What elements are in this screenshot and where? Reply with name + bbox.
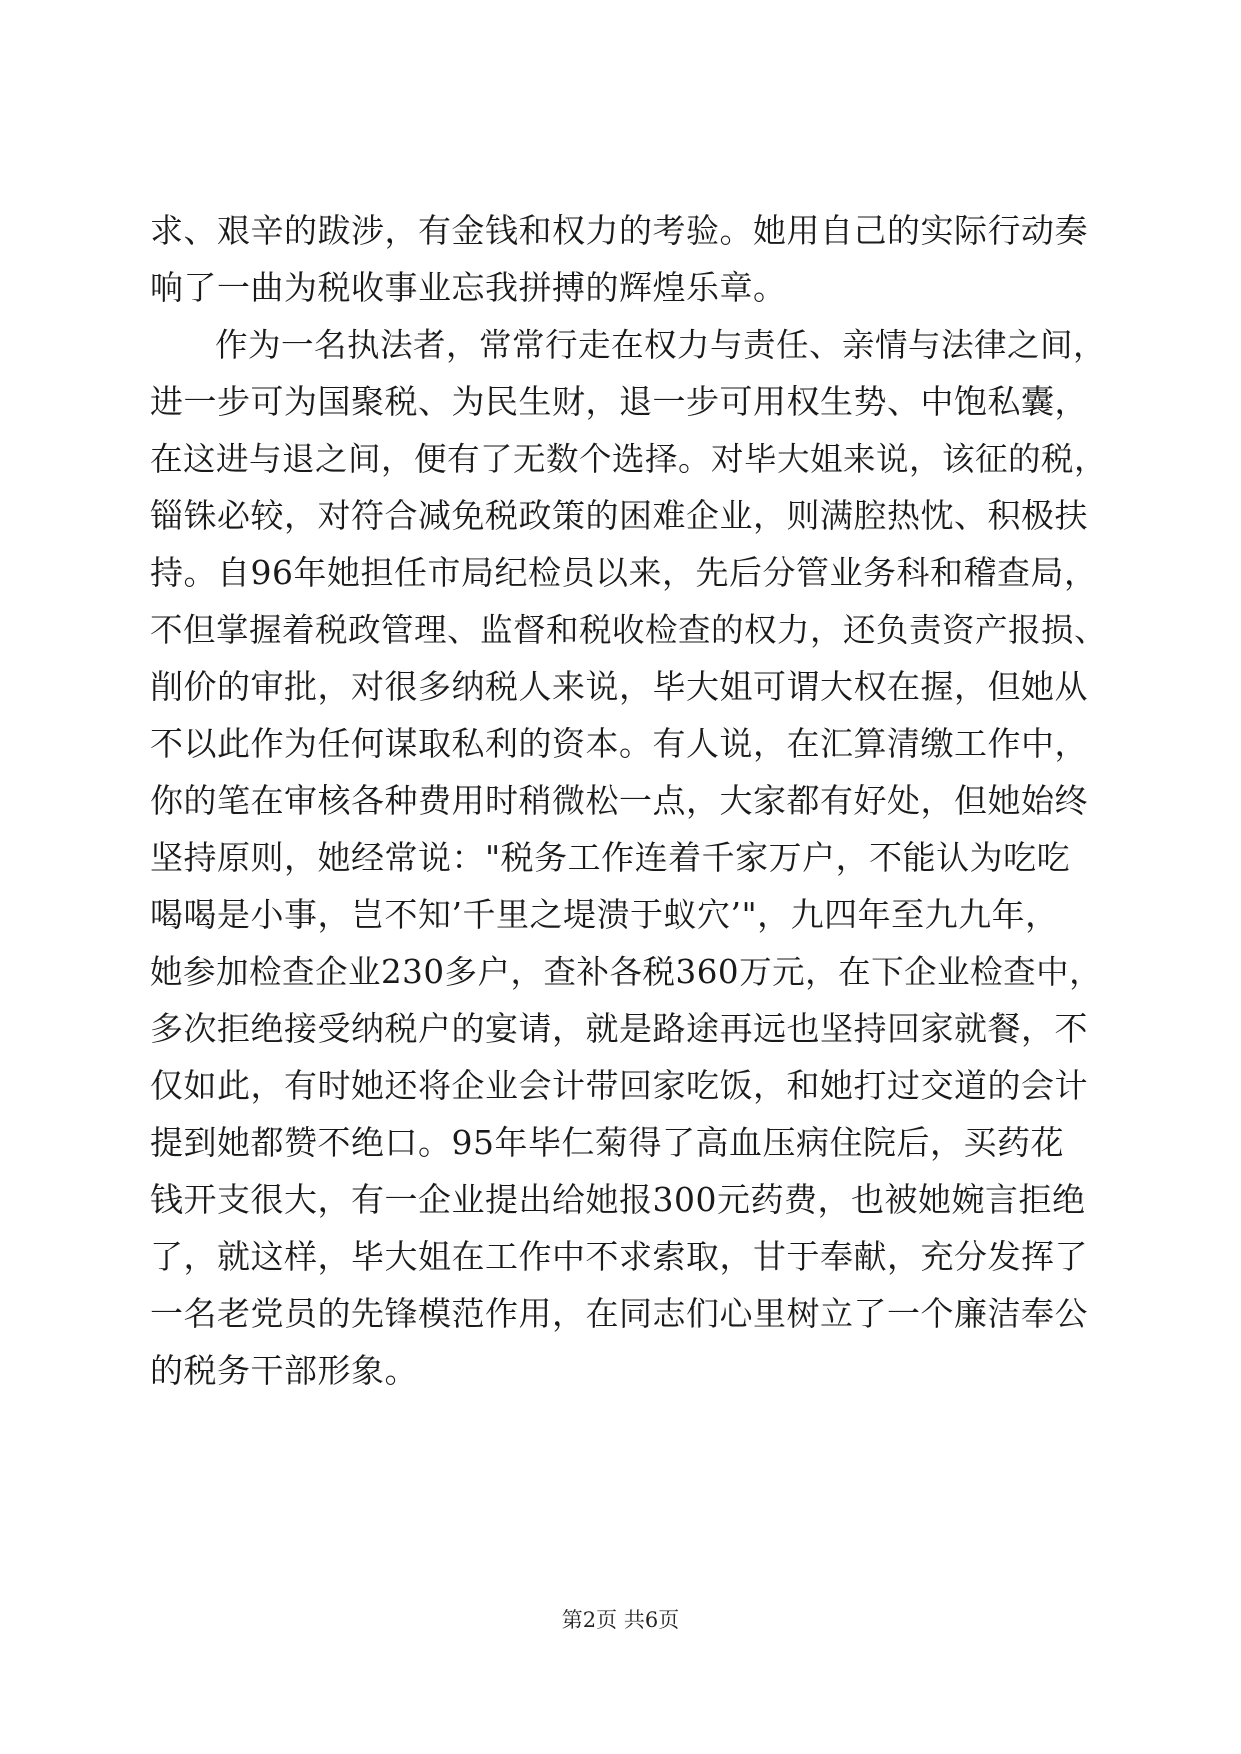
body-text-line: 锱铢必较，对符合减免税政策的困难企业，则满腔热忱、积极扶 bbox=[150, 496, 1088, 535]
page-number-footer: 第2页 共6页 bbox=[561, 1608, 680, 1632]
body-text-line: 钱开支很大，有一企业提出给她报300元药费，也被她婉言拒绝 bbox=[150, 1180, 1086, 1219]
body-text-line: 你的笔在审核各种费用时稍微松一点，大家都有好处，但她始终 bbox=[150, 781, 1088, 820]
body-text-line: 求、艰辛的跋涉，有金钱和权力的考验。她用自己的实际行动奏 bbox=[150, 211, 1088, 250]
body-text-line: 进一步可为国聚税、为民生财，退一步可用权生势、中饱私囊， bbox=[150, 382, 1088, 421]
body-text-line: 喝喝是小事，岂不知’千里之堤溃于蚁穴’"，九四年至九九年， bbox=[150, 895, 1059, 934]
body-text-line: 不但掌握着税政管理、监督和税收检查的权力，还负责资产报损、 bbox=[150, 611, 1108, 649]
body-text-line: 了，就这样，毕大姐在工作中不求索取，甘于奉献，充分发挥了 bbox=[150, 1237, 1088, 1276]
body-text-line: 多次拒绝接受纳税户的宴请，就是路途再远也坚持回家就餐，不 bbox=[150, 1009, 1088, 1048]
body-text-line: 持。自96年她担任市局纪检员以来，先后分管业务科和稽查局， bbox=[150, 553, 1098, 592]
body-text-line: 不以此作为任何谋取私利的资本。有人说，在汇算清缴工作中， bbox=[150, 724, 1088, 763]
body-text-line: 坚持原则，她经常说："税务工作连着千家万户，不能认为吃吃 bbox=[150, 838, 1071, 877]
body-text-line: 提到她都赞不绝口。95年毕仁菊得了高血压病住院后，买药花 bbox=[150, 1123, 1064, 1162]
body-text-line: 仅如此，有时她还将企业会计带回家吃饭，和她打过交道的会计 bbox=[150, 1066, 1088, 1105]
body-text-line: 响了一曲为税收事业忘我拼搏的辉煌乐章。 bbox=[150, 268, 787, 307]
body-text-line: 在这进与退之间，便有了无数个选择。对毕大姐来说，该征的税， bbox=[150, 440, 1108, 478]
body-text-line: 的税务干部形象。 bbox=[150, 1351, 418, 1390]
paragraph-first-line: 作为一名执法者，常常行走在权力与责任、亲情与法律之间， bbox=[215, 326, 1107, 364]
body-text-line: 一名老党员的先锋模范作用，在同志们心里树立了一个廉洁奉公 bbox=[150, 1294, 1088, 1333]
body-text-line: 她参加检查企业230多户，查补各税360万元，在下企业检查中， bbox=[150, 953, 1103, 991]
body-text-line: 削价的审批，对很多纳税人来说，毕大姐可谓大权在握，但她从 bbox=[150, 667, 1088, 706]
